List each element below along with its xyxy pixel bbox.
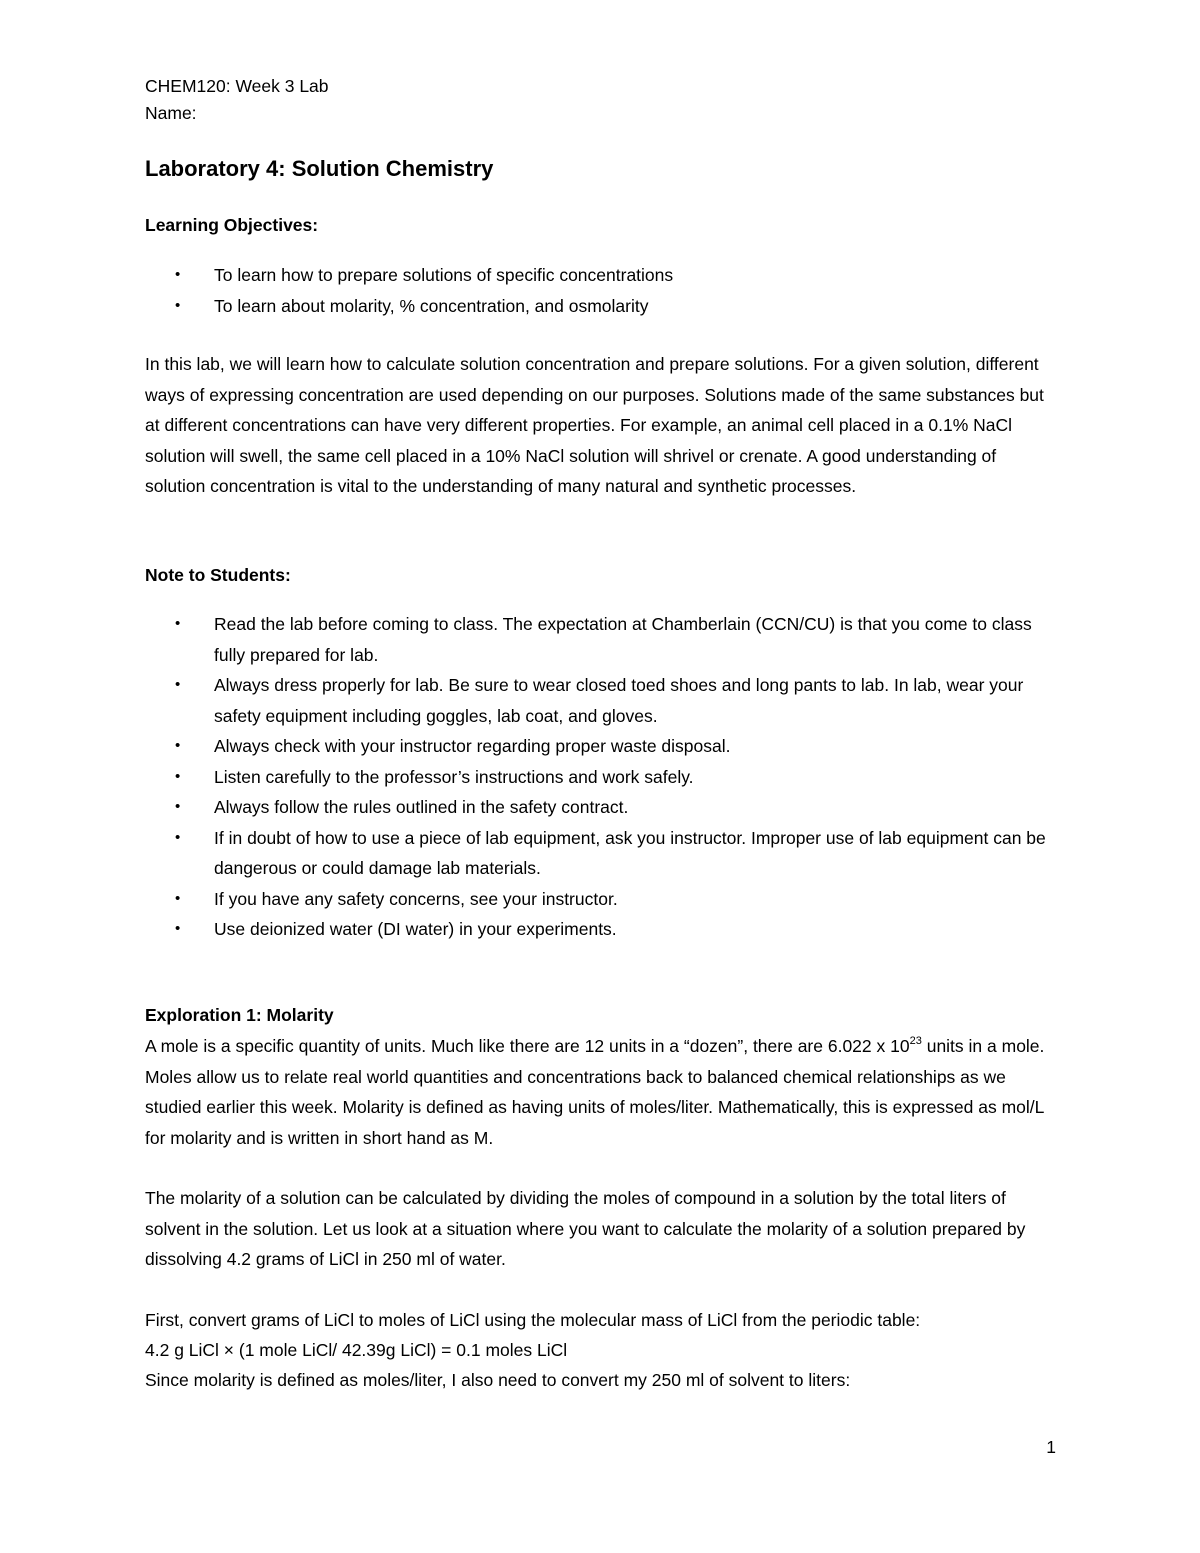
exponent: 23	[909, 1035, 922, 1047]
notes-heading: Note to Students:	[145, 565, 291, 585]
list-item: • Use deionized water (DI water) in your experiments.	[145, 914, 1055, 945]
list-item: • To learn how to prepare solutions of specific concentrations	[145, 260, 1055, 291]
bullet-icon: •	[175, 615, 181, 632]
bullet-icon: •	[175, 767, 181, 785]
course-header: CHEM120: Week 3 Lab	[145, 76, 329, 96]
calculation-paragraph: The molarity of a solution can be calculated by dividing the moles of compound in a solution by the total liters of solvent in the solution. Let us look at a situation where you want to calculate the molarity of a solution prepared by dissolving 4.2 grams of LiCl in 250 ml of water.	[145, 1188, 1026, 1269]
notes-list	[145, 609, 1055, 945]
page-title: Laboratory 4: Solution Chemistry	[145, 156, 494, 181]
bullet-icon: •	[175, 676, 181, 693]
exploration-heading: Exploration 1: Molarity	[145, 1005, 334, 1025]
molarity-paragraph: A mole is a specific quantity of units. Much like there are 12 units in a “dozen”, there are 6.022 x $10^{23}$ units in a mole. Moles allow us to relate real world quantities and concentrations back to balanced chemical relationships as we studied earlier this week. Molarity is defined as having units of moles/liter. Mathematically, this is expressed as mol/L for molarity and is written in short hand as M.	[145, 1035, 1045, 1148]
list-item: • Always follow the rules outlined in the safety contract.	[145, 792, 1055, 823]
list-item: • To learn about molarity, % concentration, and osmolarity	[145, 291, 1055, 322]
list-item: • If in doubt of how to use a piece of lab equipment, ask you instructor. Improper use of lab equipment can be dangerous or could damage lab materials.	[145, 823, 1055, 884]
list-item: • Read the lab before coming to class. The expectation at Chamberlain (CCN/CU) is that you come to class fully prepared for lab.	[145, 609, 1055, 670]
name-label: Name:	[145, 103, 197, 123]
list-item: • Always check with your instructor regarding proper waste disposal.	[145, 731, 1055, 762]
conversion-line-1: First, convert grams of LiCl to moles of LiCl using the molecular mass of LiCl from the periodic table:	[145, 1310, 921, 1330]
list-item: • If you have any safety concerns, see your instructor.	[145, 884, 1055, 915]
list-item: • Listen carefully to the professor’s instructions and work safely.	[145, 762, 1055, 793]
bullet-icon: •	[175, 266, 181, 283]
page-number: 1	[1046, 1437, 1056, 1457]
objectives-heading: Learning Objectives:	[145, 215, 319, 235]
bullet-icon: •	[175, 828, 181, 846]
bullet-icon: •	[175, 889, 181, 907]
bullet-icon: •	[175, 296, 181, 314]
objectives-list	[145, 260, 1055, 321]
conversion-equation: 4.2 g LiCl × (1 mole LiCl/ 42.39g LiCl) = 0.1 moles LiCl	[145, 1340, 568, 1360]
conversion-line-3: Since molarity is defined as moles/liter, I also need to convert my 250 ml of solvent to liters:	[145, 1370, 851, 1390]
bullet-icon: •	[175, 737, 181, 754]
intro-paragraph: In this lab, we will learn how to calculate solution concentration and prepare solutions. For a given solution, different ways of expressing concentration are used depending on our purposes. Solutions made of the same substances but at different concentrations can have very different properties. For example, an animal cell placed in a 0.1% NaCl solution will swell, the same cell placed in a 10% NaCl solution will shrivel or crenate. A good understanding of solution concentration is vital to the understanding of many natural and synthetic processes.	[145, 354, 1044, 496]
bullet-icon: •	[175, 920, 181, 937]
bullet-icon: •	[175, 798, 181, 815]
list-item: • Always dress properly for lab. Be sure to wear closed toed shoes and long pants to lab. In lab, wear your safety equipment including goggles, lab coat, and gloves.	[145, 670, 1055, 731]
